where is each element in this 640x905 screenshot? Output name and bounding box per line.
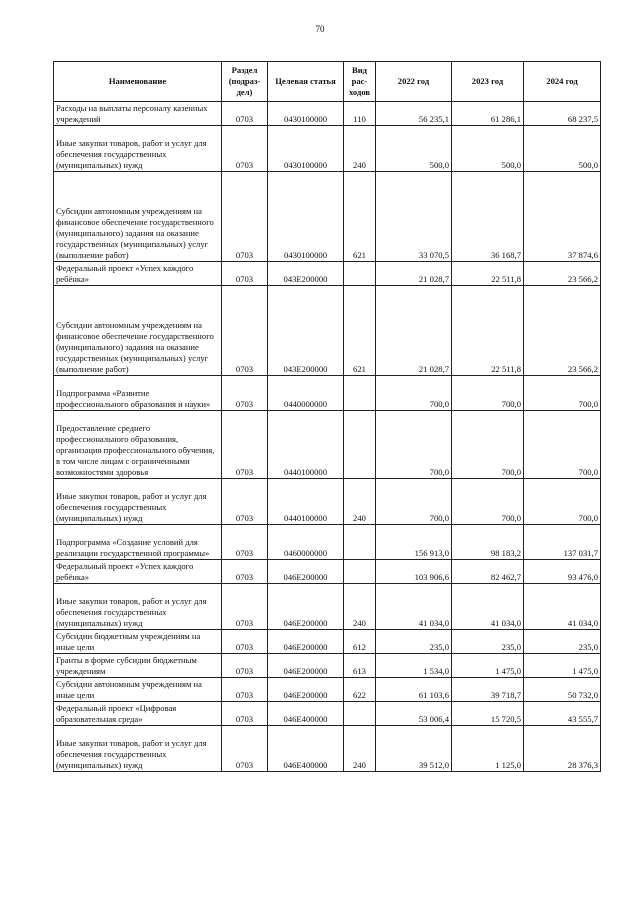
row-section: 0703 — [222, 376, 268, 411]
row-2024: 37 874,6 — [524, 172, 601, 262]
row-section: 0703 — [222, 286, 268, 376]
row-type: 612 — [344, 630, 376, 654]
row-target: 0440000000 — [268, 376, 344, 411]
row-2023: 700,0 — [452, 411, 524, 479]
row-2023: 700,0 — [452, 479, 524, 525]
row-name: Иные закупки товаров, работ и услуг для обеспечения государственных (муниципальных) нужд — [54, 126, 222, 172]
row-target: 046E400000 — [268, 702, 344, 726]
row-section: 0703 — [222, 411, 268, 479]
row-name: Субсидии бюджетным учреждениям на иные цели — [54, 630, 222, 654]
row-2022: 1 534,0 — [376, 654, 452, 678]
row-2022: 700,0 — [376, 376, 452, 411]
row-2024: 41 034,0 — [524, 584, 601, 630]
table-row — [54, 286, 601, 376]
row-name: Иные закупки товаров, работ и услуг для обеспечения государственных (муниципальных) нужд — [54, 584, 222, 630]
page-number: 70 — [315, 24, 325, 34]
row-2024: 23 566,2 — [524, 262, 601, 286]
row-2024: 700,0 — [524, 479, 601, 525]
row-name: Иные закупки товаров, работ и услуг для обеспечения государственных (муниципальных) нужд — [54, 726, 222, 772]
table-row — [54, 702, 601, 726]
row-type: 240 — [344, 584, 376, 630]
row-type: 240 — [344, 126, 376, 172]
row-name: Федеральный проект «Цифровая образовательная среда» — [54, 702, 222, 726]
row-target: 046E200000 — [268, 584, 344, 630]
row-2022: 235,0 — [376, 630, 452, 654]
row-target: 0440100000 — [268, 411, 344, 479]
row-2024: 700,0 — [524, 411, 601, 479]
row-target: 043E200000 — [268, 286, 344, 376]
table-row — [54, 411, 601, 479]
table-row — [54, 262, 601, 286]
row-type: 613 — [344, 654, 376, 678]
table-row — [54, 630, 601, 654]
row-2023: 22 511,8 — [452, 262, 524, 286]
header-2022: 2022 год — [376, 62, 452, 102]
row-target: 0430100000 — [268, 172, 344, 262]
row-name: Субсидии автономным учреждениям на финансовое обеспечение государственного (муниципального) задания на оказание государственных (муниципальных) услуг (выполнение работ) — [54, 286, 222, 376]
budget-table — [53, 61, 601, 772]
row-2023: 1 125,0 — [452, 726, 524, 772]
row-type — [344, 411, 376, 479]
row-name: Подпрограмма «Развитие профессионального образования и науки» — [54, 376, 222, 411]
table-row — [54, 102, 601, 126]
row-section: 0703 — [222, 126, 268, 172]
row-type — [344, 262, 376, 286]
row-section: 0703 — [222, 726, 268, 772]
row-2023: 15 720,5 — [452, 702, 524, 726]
row-2022: 700,0 — [376, 411, 452, 479]
row-2022: 21 028,7 — [376, 286, 452, 376]
row-2024: 700,0 — [524, 376, 601, 411]
row-target: 046E200000 — [268, 560, 344, 584]
row-target: 0440100000 — [268, 479, 344, 525]
row-2024: 43 555,7 — [524, 702, 601, 726]
row-type: 240 — [344, 479, 376, 525]
table-row — [54, 654, 601, 678]
row-target: 046E400000 — [268, 726, 344, 772]
row-target: 046E200000 — [268, 678, 344, 702]
row-name: Гранты в форме субсидии бюджетным учреждениям — [54, 654, 222, 678]
row-2024: 68 237,5 — [524, 102, 601, 126]
row-name: Предоставление среднего профессионального образования, организация профессионального обучения, в том числе лицам с ограниченными возможностями здоровья — [54, 411, 222, 479]
row-name: Федеральный проект «Успех каждого ребёнка» — [54, 262, 222, 286]
row-target: 0460000000 — [268, 525, 344, 560]
row-2022: 41 034,0 — [376, 584, 452, 630]
row-2022: 39 512,0 — [376, 726, 452, 772]
row-section: 0703 — [222, 560, 268, 584]
row-2024: 23 566,2 — [524, 286, 601, 376]
row-target: 046E200000 — [268, 654, 344, 678]
row-2023: 98 183,2 — [452, 525, 524, 560]
table-row — [54, 678, 601, 702]
row-name: Субсидии автономным учреждениям на иные цели — [54, 678, 222, 702]
header-name: Наименование — [54, 62, 222, 102]
row-section: 0703 — [222, 702, 268, 726]
table-header-row — [54, 62, 601, 102]
table-row — [54, 525, 601, 560]
row-2022: 500,0 — [376, 126, 452, 172]
row-target: 0430100000 — [268, 126, 344, 172]
row-section: 0703 — [222, 262, 268, 286]
row-2024: 500,0 — [524, 126, 601, 172]
row-2024: 50 732,0 — [524, 678, 601, 702]
table-row — [54, 376, 601, 411]
header-type: Вид рас-ходов — [344, 62, 376, 102]
row-target: 0430100000 — [268, 102, 344, 126]
row-name: Субсидии автономным учреждениям на финансовое обеспечение государственного (муниципального) задания на оказание государственных (муниципальных) услуг (выполнение работ) — [54, 172, 222, 262]
row-2024: 28 376,3 — [524, 726, 601, 772]
row-2022: 33 070,5 — [376, 172, 452, 262]
row-type: 621 — [344, 286, 376, 376]
table-row — [54, 172, 601, 262]
row-2024: 93 476,0 — [524, 560, 601, 584]
row-name: Подпрограмма «Создание условий для реализации государственной программы» — [54, 525, 222, 560]
header-section: Раздел (подраз-дел) — [222, 62, 268, 102]
row-type: 240 — [344, 726, 376, 772]
row-2022: 156 913,0 — [376, 525, 452, 560]
row-target: 046E200000 — [268, 630, 344, 654]
table-row — [54, 479, 601, 525]
row-2022: 103 906,6 — [376, 560, 452, 584]
row-2022: 61 103,6 — [376, 678, 452, 702]
row-2024: 1 475,0 — [524, 654, 601, 678]
row-name: Расходы на выплаты персоналу казенных учреждений — [54, 102, 222, 126]
row-2024: 137 031,7 — [524, 525, 601, 560]
row-2023: 82 462,7 — [452, 560, 524, 584]
row-type — [344, 560, 376, 584]
row-2022: 56 235,1 — [376, 102, 452, 126]
table-row — [54, 560, 601, 584]
row-section: 0703 — [222, 584, 268, 630]
row-type — [344, 702, 376, 726]
header-2023: 2023 год — [452, 62, 524, 102]
row-section: 0703 — [222, 525, 268, 560]
row-2023: 235,0 — [452, 630, 524, 654]
row-2022: 21 028,7 — [376, 262, 452, 286]
header-2024: 2024 год — [524, 62, 601, 102]
row-2023: 36 168,7 — [452, 172, 524, 262]
row-name: Федеральный проект «Успех каждого ребёнка» — [54, 560, 222, 584]
row-section: 0703 — [222, 102, 268, 126]
table-row — [54, 726, 601, 772]
row-section: 0703 — [222, 479, 268, 525]
row-type — [344, 525, 376, 560]
row-name: Иные закупки товаров, работ и услуг для обеспечения государственных (муниципальных) нужд — [54, 479, 222, 525]
row-2022: 700,0 — [376, 479, 452, 525]
row-2022: 53 006,4 — [376, 702, 452, 726]
row-2023: 500,0 — [452, 126, 524, 172]
row-2023: 39 718,7 — [452, 678, 524, 702]
row-section: 0703 — [222, 172, 268, 262]
row-2023: 61 286,1 — [452, 102, 524, 126]
row-2023: 700,0 — [452, 376, 524, 411]
row-2023: 1 475,0 — [452, 654, 524, 678]
row-type: 110 — [344, 102, 376, 126]
row-type: 621 — [344, 172, 376, 262]
row-2023: 22 511,8 — [452, 286, 524, 376]
row-section: 0703 — [222, 678, 268, 702]
row-section: 0703 — [222, 654, 268, 678]
row-2024: 235,0 — [524, 630, 601, 654]
row-section: 0703 — [222, 630, 268, 654]
row-type: 622 — [344, 678, 376, 702]
row-target: 043E200000 — [268, 262, 344, 286]
row-type — [344, 376, 376, 411]
table-row — [54, 584, 601, 630]
row-2023: 41 034,0 — [452, 584, 524, 630]
table-row — [54, 126, 601, 172]
header-target: Целевая статья — [268, 62, 344, 102]
